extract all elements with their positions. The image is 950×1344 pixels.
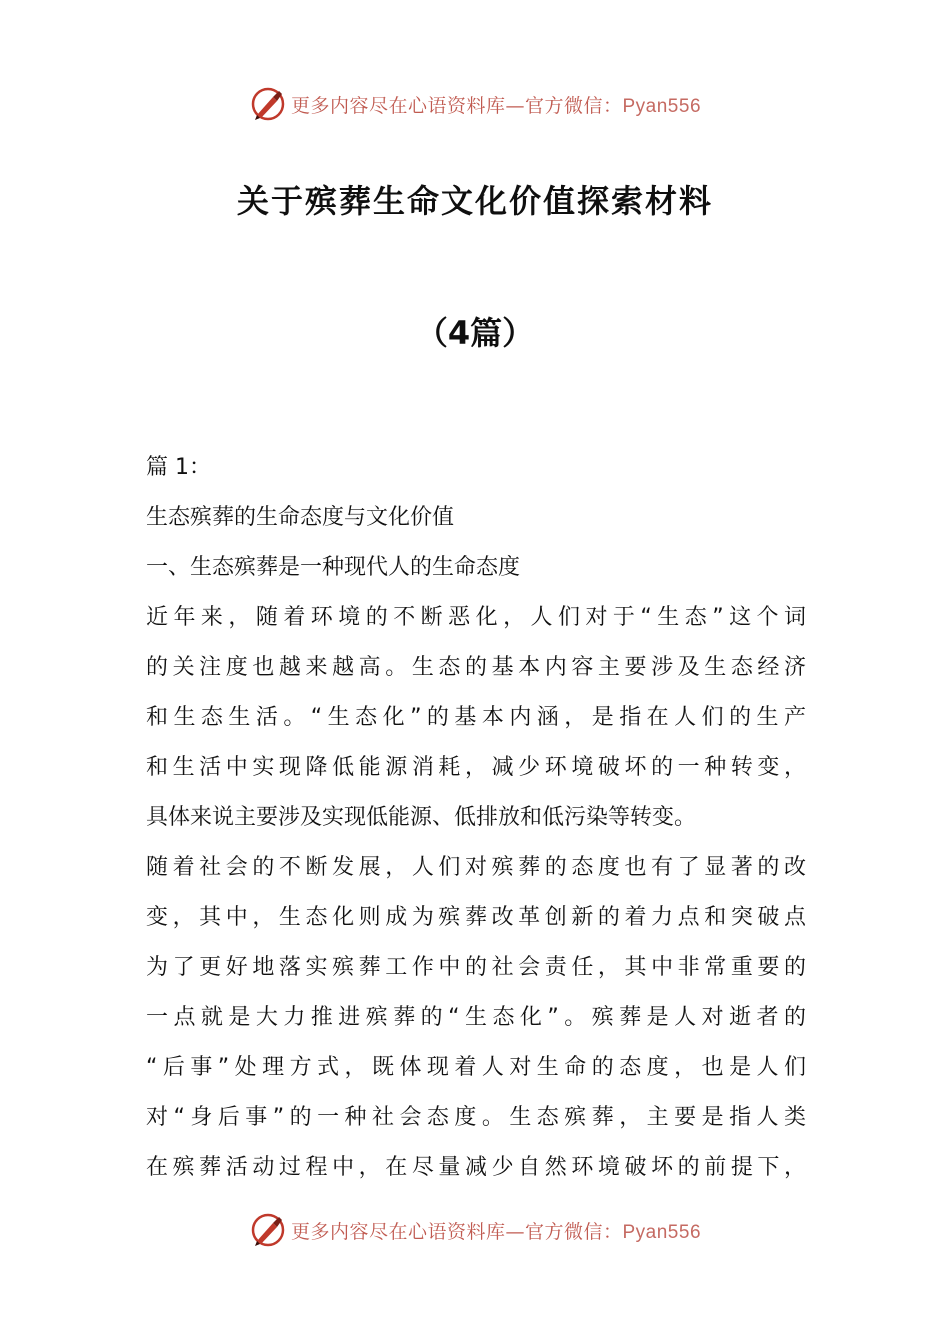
body-line: 随着社会的不断发展，人们对殡葬的态度也有了显著的改 xyxy=(146,855,806,880)
body-line: 和生活中实现降低能源消耗，减少环境破坏的一种转变， xyxy=(146,755,806,780)
section-heading: 一、生态殡葬是一种现代人的生命态度 xyxy=(146,555,521,580)
article-heading: 生态殡葬的生命态度与文化价值 xyxy=(146,505,455,530)
document-title: 关于殡葬生命文化价值探索材料 xyxy=(236,182,713,220)
body-line: “后事”处理方式，既体现着人对生命的态度，也是人们 xyxy=(146,1055,806,1080)
banner-text: 更多内容尽在心语资料库—官方微信：Pyan556 xyxy=(290,94,702,117)
body-line: 对“身后事”的一种社会态度。生态殡葬，主要是指人类 xyxy=(146,1105,806,1130)
body-line: 在殡葬活动过程中，在尽量减少自然环境破坏的前提下， xyxy=(146,1155,806,1180)
pen-logo-icon xyxy=(249,1211,287,1249)
body-line: 和生态生活。“生态化”的基本内涵，是指在人们的生产 xyxy=(146,705,806,730)
banner-text: 更多内容尽在心语资料库—官方微信：Pyan556 xyxy=(290,1220,702,1243)
document-body xyxy=(146,448,806,1198)
pen-logo-icon xyxy=(249,85,287,123)
section-label: 篇 1： xyxy=(146,455,211,480)
body-line: 具体来说主要涉及实现低能源、低排放和低污染等转变。 xyxy=(146,805,697,830)
body-line: 为了更好地落实殡葬工作中的社会责任，其中非常重要的 xyxy=(146,955,806,980)
footer-banner xyxy=(0,1208,950,1252)
body-line: 的关注度也越来越高。生态的基本内容主要涉及生态经济 xyxy=(146,655,806,680)
wechat-id: Pyan556 xyxy=(622,1221,702,1243)
header-banner xyxy=(0,82,950,126)
body-line: 变，其中，生态化则成为殡葬改革创新的着力点和突破点 xyxy=(146,905,806,930)
body-line: 近年来，随着环境的不断恶化，人们对于“生态”这个词 xyxy=(146,605,806,630)
document-subtitle: （4篇） xyxy=(415,314,535,352)
body-line: 一点就是大力推进殡葬的“生态化”。殡葬是人对逝者的 xyxy=(146,1005,806,1030)
wechat-id: Pyan556 xyxy=(622,95,702,117)
